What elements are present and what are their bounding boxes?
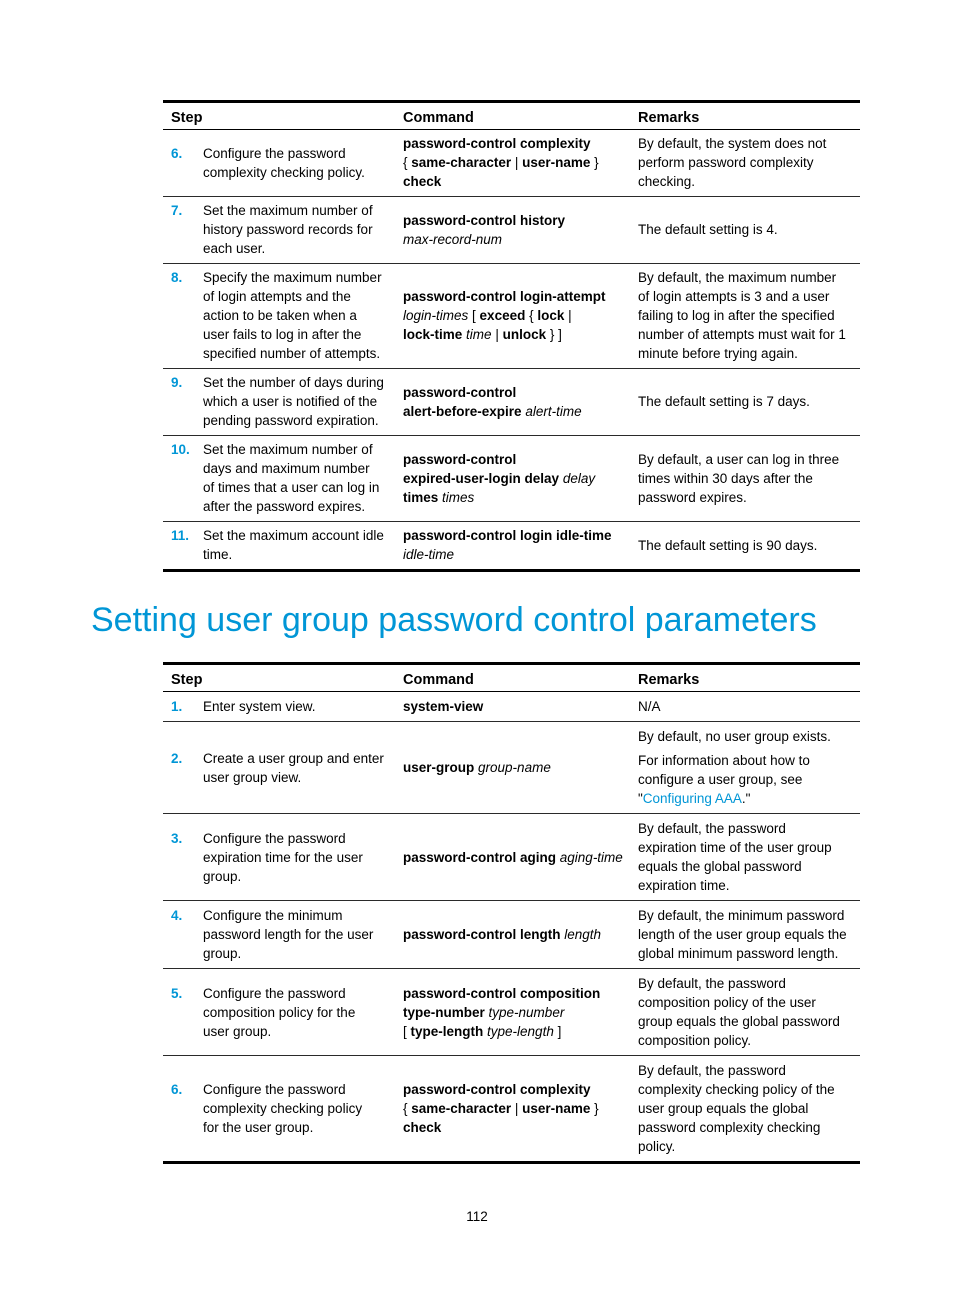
step-description-line: each user.: [203, 241, 266, 256]
remarks-paragraph: [638, 450, 852, 507]
step-description-line: group.: [203, 946, 242, 961]
keyword-segment: system-view: [403, 699, 484, 714]
remarks-line: [638, 789, 852, 808]
step-content: [171, 526, 387, 564]
step-description-line: Configure the password: [203, 985, 346, 1001]
remarks-paragraph: [638, 727, 852, 746]
step-description-line: Specify the maximum number: [203, 270, 382, 285]
keyword-segment: user-group: [403, 760, 475, 775]
step-description-line: after the password expires.: [203, 499, 366, 514]
text-segment: |: [511, 1101, 523, 1116]
step-description-line: pending password expiration.: [203, 413, 379, 428]
remarks-paragraph: [638, 134, 852, 191]
step-cell: [163, 130, 395, 197]
command-line: [403, 488, 626, 507]
header-row: [163, 664, 860, 692]
argument-segment: type-length: [487, 1023, 554, 1039]
keyword-segment: lock: [537, 308, 565, 323]
remarks-line: expiration time.: [638, 878, 730, 893]
keyword-segment: same-character: [411, 155, 512, 170]
step-description-line: Set the maximum number of: [203, 442, 373, 457]
command-line: [403, 287, 626, 306]
command-line: [403, 450, 626, 469]
keyword-segment: password-control: [403, 451, 517, 467]
column-header-remarks: Remarks: [630, 664, 860, 692]
step-description-line: complexity checking policy.: [203, 164, 365, 180]
remarks-paragraph: [638, 220, 852, 239]
step-description-line: user group.: [203, 1023, 272, 1039]
remarks-line: The default setting is 4.: [638, 222, 778, 237]
keyword-segment: type-number: [403, 1004, 485, 1020]
table-body: [163, 130, 860, 571]
remarks-cell: [630, 130, 860, 197]
remarks-line: composition policy of the user: [638, 995, 816, 1010]
command-cell: [395, 969, 630, 1056]
step-description-line: Set the maximum number of: [203, 203, 373, 218]
step-description-line: expiration time for the user: [203, 849, 363, 865]
step-description: [203, 268, 387, 363]
user-group-password-control-table: [163, 662, 860, 1164]
command-cell: [395, 130, 630, 197]
step-description: [203, 1080, 387, 1137]
remarks-line: password complexity checking: [638, 1120, 821, 1135]
text-segment: } ]: [546, 327, 562, 342]
step-number: 5.: [171, 985, 183, 1001]
step-content: [171, 201, 387, 258]
step-cell: [163, 369, 395, 436]
remarks-cell: [630, 814, 860, 901]
remarks-line: By default, the password: [638, 821, 786, 836]
remarks-line: By default, no user group exists.: [638, 729, 831, 744]
command-line: [403, 172, 626, 191]
keyword-segment: unlock: [502, 327, 547, 342]
table-row: [163, 814, 860, 901]
remarks-line: times within 30 days after the: [638, 470, 813, 486]
column-header-step: Step: [163, 102, 395, 130]
step-description: [203, 526, 387, 564]
step-content: [171, 268, 387, 363]
remarks-line: By default, the maximum number: [638, 270, 837, 285]
table-row: [163, 692, 860, 722]
step-number: 4.: [171, 908, 183, 923]
step-number: 6.: [171, 145, 183, 161]
remarks-line: For information about how to: [638, 753, 810, 768]
step-description-line: composition policy for the: [203, 1004, 356, 1020]
column-header-remarks: Remarks: [630, 102, 860, 130]
remarks-paragraph: [638, 392, 852, 411]
step-number: 7.: [171, 203, 183, 218]
step-description-line: action to be taken when a: [203, 308, 357, 323]
step-content: [171, 1080, 387, 1137]
step-cell: [163, 264, 395, 369]
text-segment: ": [638, 791, 643, 806]
keyword-segment: type-length: [410, 1023, 484, 1039]
keyword-segment: password-control history: [403, 212, 566, 228]
column-header-command: Command: [395, 102, 630, 130]
step-content: [171, 984, 387, 1041]
remarks-line: policy.: [638, 1139, 676, 1154]
command-line: [403, 526, 626, 545]
keyword-segment: check: [403, 1120, 442, 1135]
column-header-command: Command: [395, 664, 630, 692]
step-description-line: password length for the user: [203, 927, 374, 942]
argument-segment: delay: [562, 470, 596, 486]
step-description-line: Create a user group and enter: [203, 750, 384, 766]
remarks-cell: [630, 369, 860, 436]
step-content: [171, 697, 387, 716]
remarks-paragraph: [638, 751, 852, 808]
step-description-line: user fails to log in after the: [203, 327, 362, 342]
remarks-cell: [630, 197, 860, 264]
table-header: [163, 102, 860, 130]
keyword-segment: check: [403, 174, 442, 189]
keyword-segment: password-control: [403, 384, 517, 400]
step-description-line: Configure the minimum: [203, 908, 343, 923]
remarks-line: configure a user group, see: [638, 772, 803, 787]
table-row: [163, 901, 860, 969]
step-content: [171, 749, 387, 787]
step-description-line: Set the number of days during: [203, 375, 384, 390]
remarks-line: user group equals the global: [638, 1101, 809, 1116]
step-number: 2.: [171, 750, 183, 766]
text-segment: ]: [553, 1023, 562, 1039]
remarks-line: group equals the global password: [638, 1014, 840, 1029]
step-cell: [163, 814, 395, 901]
step-cell: [163, 522, 395, 571]
table-row: [163, 436, 860, 522]
keyword-segment: expired-user-login delay: [403, 470, 560, 486]
keyword-segment: alert-before-expire: [403, 403, 522, 419]
step-cell: [163, 692, 395, 722]
command-line: [403, 402, 626, 421]
step-description-line: complexity checking policy: [203, 1101, 363, 1116]
step-number: 11.: [171, 528, 190, 543]
command-line: [403, 925, 626, 944]
table-row: [163, 722, 860, 814]
step-number: 10.: [171, 442, 190, 457]
text-segment: {: [403, 1101, 412, 1116]
cross-reference-link[interactable]: Configuring AAA: [642, 791, 742, 806]
remarks-paragraph: [638, 1061, 852, 1156]
step-description-line: days and maximum number: [203, 461, 370, 476]
keyword-segment: user-name: [522, 1101, 591, 1116]
command-cell: [395, 369, 630, 436]
keyword-segment: user-name: [522, 155, 591, 170]
text-segment: {: [525, 308, 538, 323]
remarks-line: perform password complexity: [638, 155, 814, 170]
table-row: [163, 197, 860, 264]
remarks-line: of login attempts is 3 and a user: [638, 289, 830, 304]
step-description-line: Enter system view.: [203, 699, 316, 714]
command-cell: [395, 722, 630, 814]
step-number: 6.: [171, 1082, 183, 1097]
command-cell: [395, 264, 630, 369]
step-content: [171, 440, 387, 516]
command-line: [403, 1080, 626, 1099]
command-line: [403, 1003, 626, 1022]
step-description: [203, 144, 387, 182]
command-cell: [395, 197, 630, 264]
argument-segment: aging-time: [559, 849, 623, 865]
table-header: [163, 664, 860, 692]
argument-segment: times: [442, 489, 475, 505]
step-content: [171, 906, 387, 963]
step-cell: [163, 901, 395, 969]
keyword-segment: password-control complexity: [403, 136, 591, 151]
password-control-steps-table: [163, 100, 860, 572]
keyword-segment: password-control aging: [403, 849, 557, 865]
table-row: [163, 130, 860, 197]
table-row: [163, 369, 860, 436]
command-cell: [395, 1056, 630, 1163]
remarks-line: By default, the password: [638, 1063, 786, 1078]
step-description: [203, 829, 387, 886]
argument-segment: alert-time: [525, 403, 582, 419]
command-line: [403, 383, 626, 402]
step-description: [203, 984, 387, 1041]
command-line: [403, 211, 626, 230]
remarks-cell: [630, 1056, 860, 1163]
command-cell: [395, 436, 630, 522]
command-line: [403, 153, 626, 172]
step-description-line: Configure the password: [203, 145, 346, 161]
step-description-line: Configure the password: [203, 830, 346, 846]
remarks-paragraph: [638, 536, 852, 555]
step-description: [203, 373, 387, 430]
remarks-cell: [630, 692, 860, 722]
remarks-paragraph: [638, 819, 852, 895]
remarks-line: composition policy.: [638, 1033, 752, 1048]
step-cell: [163, 722, 395, 814]
command-line: [403, 325, 626, 344]
argument-segment: idle-time: [403, 547, 455, 562]
step-description-line: time.: [203, 547, 233, 562]
step-description-line: history password records for: [203, 222, 373, 237]
remarks-line: minute before trying again.: [638, 346, 798, 361]
remarks-paragraph: [638, 268, 852, 363]
remarks-line: length of the user group equals the: [638, 927, 847, 942]
text-segment: [: [403, 1023, 411, 1039]
text-segment: {: [403, 155, 412, 170]
command-line: [403, 1118, 626, 1137]
step-number: 9.: [171, 375, 183, 390]
keyword-segment: password-control complexity: [403, 1082, 591, 1097]
step-description: [203, 906, 387, 963]
step-cell: [163, 969, 395, 1056]
table-row: [163, 969, 860, 1056]
keyword-segment: times: [403, 489, 439, 505]
remarks-line: global minimum password length.: [638, 946, 839, 961]
command-line: [403, 848, 626, 867]
step-cell: [163, 436, 395, 522]
remarks-line: By default, a user can log in three: [638, 451, 840, 467]
keyword-segment: password-control length: [403, 927, 561, 942]
step-content: [171, 373, 387, 430]
step-description-line: of login attempts and the: [203, 289, 351, 304]
step-number: 3.: [171, 830, 183, 846]
step-description-line: which a user is notified of the: [203, 394, 378, 409]
command-line: [403, 134, 626, 153]
remarks-line: By default, the minimum password: [638, 908, 845, 923]
table-body: [163, 692, 860, 1163]
remarks-paragraph: [638, 697, 852, 716]
section-heading: Setting user group password control parameters: [91, 601, 817, 639]
command-cell: [395, 692, 630, 722]
step-cell: [163, 1056, 395, 1163]
step-description-line: group.: [203, 868, 242, 884]
step-number: 8.: [171, 270, 183, 285]
remarks-cell: [630, 436, 860, 522]
step-description-line: Configure the password: [203, 1082, 346, 1097]
command-cell: [395, 901, 630, 969]
remarks-cell: [630, 901, 860, 969]
argument-segment: length: [564, 927, 602, 942]
argument-segment: time: [466, 327, 492, 342]
text-segment: .": [741, 791, 751, 806]
table-row: [163, 264, 860, 369]
step-description-line: of times that a user can log in: [203, 480, 380, 495]
step-description: [203, 201, 387, 258]
command-line: [403, 697, 626, 716]
keyword-segment: lock-time: [403, 327, 463, 342]
step-description-line: user group view.: [203, 769, 302, 785]
remarks-cell: [630, 264, 860, 369]
step-description-line: Set the maximum account idle: [203, 528, 384, 543]
text-segment: |: [491, 327, 503, 342]
step-cell: [163, 197, 395, 264]
table-row: [163, 1056, 860, 1163]
step-number: 1.: [171, 699, 183, 714]
argument-segment: group-name: [478, 760, 551, 775]
remarks-paragraph: [638, 974, 852, 1050]
table-row: [163, 522, 860, 571]
column-header-step: Step: [163, 664, 395, 692]
remarks-cell: [630, 969, 860, 1056]
remarks-line: N/A: [638, 699, 661, 714]
keyword-segment: password-control composition: [403, 985, 601, 1001]
keyword-segment: password-control login idle-time: [403, 528, 612, 543]
header-row: [163, 102, 860, 130]
remarks-line: The default setting is 90 days.: [638, 537, 818, 553]
text-segment: [: [468, 308, 480, 323]
keyword-segment: password-control login-attempt: [403, 289, 606, 304]
step-content: [171, 144, 387, 182]
command-line: [403, 545, 626, 564]
text-segment: }: [590, 1101, 599, 1116]
keyword-segment: exceed: [479, 308, 526, 323]
step-description-line: for the user group.: [203, 1120, 314, 1135]
remarks-line: By default, the password: [638, 976, 786, 991]
command-line: [403, 306, 626, 325]
argument-segment: login-times: [403, 308, 469, 323]
remarks-cell: [630, 722, 860, 814]
remarks-line: complexity checking policy of the: [638, 1082, 835, 1097]
remarks-line: failing to log in after the specified: [638, 308, 835, 323]
text-segment: }: [590, 155, 599, 170]
remarks-line: The default setting is 7 days.: [638, 394, 810, 409]
remarks-paragraph: [638, 906, 852, 963]
page-number: 112: [466, 1209, 488, 1224]
step-description: [203, 749, 387, 787]
command-cell: [395, 522, 630, 571]
command-cell: [395, 814, 630, 901]
remarks-line: password expires.: [638, 489, 747, 505]
remarks-cell: [630, 522, 860, 571]
keyword-segment: same-character: [411, 1101, 512, 1116]
command-line: [403, 758, 626, 777]
text-segment: |: [564, 308, 576, 323]
command-line: [403, 469, 626, 488]
command-line: [403, 1099, 626, 1118]
remarks-line: checking.: [638, 174, 696, 189]
step-content: [171, 829, 387, 886]
remarks-line: number of attempts must wait for 1: [638, 327, 846, 342]
argument-segment: type-number: [488, 1004, 565, 1020]
remarks-line: equals the global password: [638, 859, 802, 874]
step-description-line: specified number of attempts.: [203, 346, 381, 361]
argument-segment: max-record-num: [403, 231, 503, 247]
remarks-line: expiration time of the user group: [638, 840, 832, 855]
step-description: [203, 697, 387, 716]
command-line: [403, 1022, 626, 1041]
remarks-line: By default, the system does not: [638, 136, 827, 151]
command-line: [403, 984, 626, 1003]
command-line: [403, 230, 626, 249]
step-description: [203, 440, 387, 516]
text-segment: |: [511, 155, 523, 170]
